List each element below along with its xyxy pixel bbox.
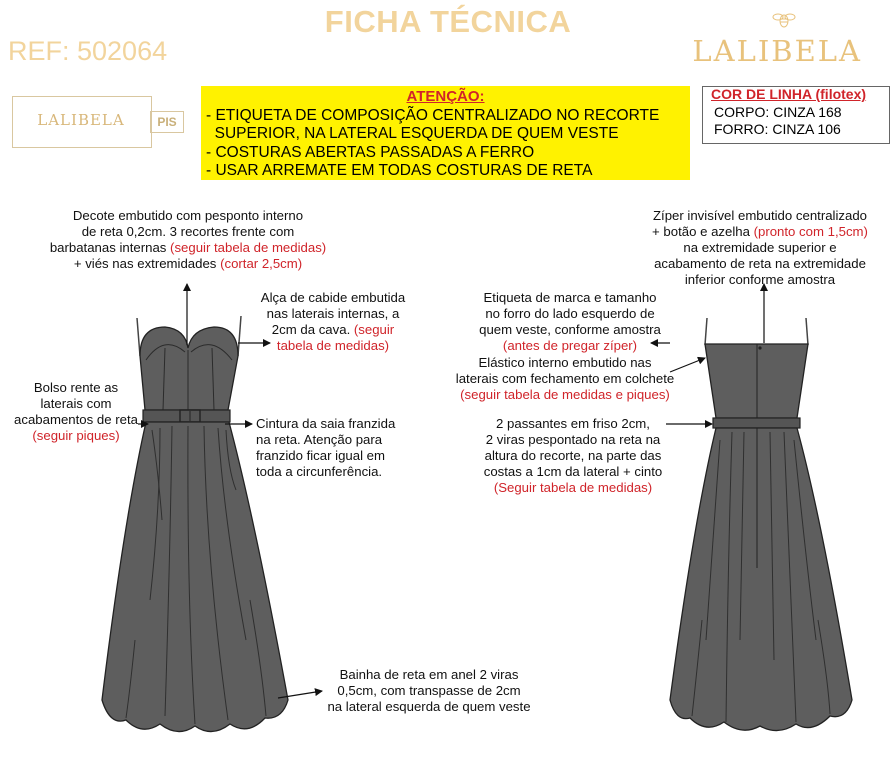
thread-color-title: COR DE LINHA (filotex) [711,86,867,102]
note-bolso: Bolso rente as laterais com acabamentos de reta (seguir piques) [14,380,138,443]
note-passantes: 2 passantes em friso 2cm, 2 viras pespontado na reta na altura do recorte, na parte das costas a 1cm da lateral + cinto (Seguir tabela de medidas) [483,416,663,495]
label-tag-brand: LALIBELA [37,111,125,129]
label-tag-pis: PIS [150,111,184,133]
attention-line: - COSTURAS ABERTAS PASSADAS A FERRO [206,144,535,161]
note-bainha: Bainha de reta em anel 2 viras 0,5cm, com transpasse de 2cm na lateral esquerda de quem veste [327,667,531,714]
attention-title: ATENÇÃO: [406,88,485,105]
note-etiqueta: Etiqueta de marca e tamanho no forro do lado esquerdo de quem veste, conforme amostra (antes de pregar zíper) [479,290,661,353]
note-elastico: Elástico interno embutido nas laterais com fechamento em colchete (seguir tabela de medidas e piques) [455,355,675,402]
brand-logo: LALIBELA [692,34,862,68]
note-decote: Decote embutido com pesponto interno de reta 0,2cm. 3 recortes frente com barbatanas internas (seguir tabela de medidas) + viés nas extremidades (cortar 2,5cm) [49,208,327,271]
note-alca: Alça de cabide embutida nas laterais internas, a 2cm da cava. (seguir tabela de medidas) [260,290,406,353]
page-title: FICHA TÉCNICA [324,4,572,39]
thread-corpo: CORPO: CINZA 168 [714,104,842,120]
note-cintura: Cintura da saia franzida na reta. Atenção para franzido ficar igual em toda a circunferência. [256,416,396,479]
reference-code: REF: 502064 [8,36,168,66]
back-dress-illustration [670,318,852,731]
front-dress-illustration [102,316,288,732]
note-ziper: Zíper invisível embutido centralizado + botão e azelha (pronto com 1,5cm) na extremidade superior e acabamento de reta na extremidade inferior conforme amostra [652,208,868,287]
attention-line: - USAR ARREMATE EM TODAS COSTURAS DE RETA [206,162,593,179]
thread-forro: FORRO: CINZA 106 [714,121,841,137]
attention-line: - ETIQUETA DE COMPOSIÇÃO CENTRALIZADO NO RECORTE [206,107,660,124]
attention-line: SUPERIOR, NA LATERAL ESQUERDA DE QUEM VESTE [206,125,619,142]
